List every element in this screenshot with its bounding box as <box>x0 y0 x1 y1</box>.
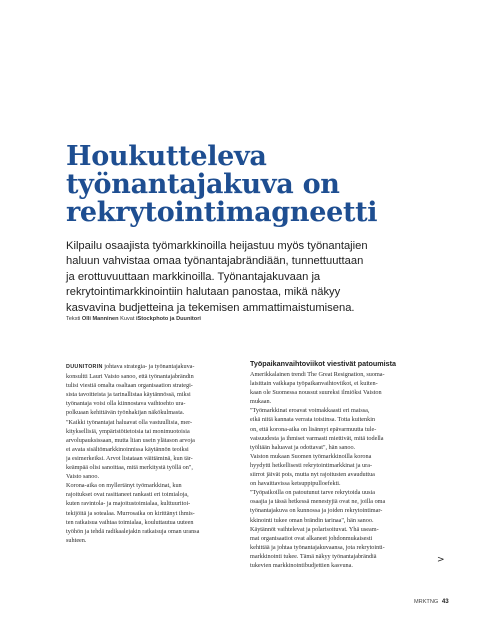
page-number: 43 <box>441 598 449 605</box>
body-line: ja esimerkeiksi. Arvot listataan väittäminä, kun tär- <box>66 454 193 462</box>
body-line: työhön ja tehdä radikaalejakin ratkaisuja oman uransa <box>66 527 200 535</box>
headline-line: Houkutteleva <box>66 141 267 172</box>
lead-line: haluun vahvistaa omaa työnantajabrändiään, tunnettuuttaan <box>66 255 364 268</box>
body-line: rajoitukset ovat rasittaneet rankasti eri toimialoja, <box>66 491 189 499</box>
body-line: Vaisto sanoo. <box>66 473 99 481</box>
article-lead <box>66 239 422 316</box>
right-body-column <box>250 359 426 570</box>
continue-arrow-icon: > <box>437 555 445 565</box>
lead-line: rekrytointimarkkinointiin halutaan panostaa, mikä näkyy <box>66 286 341 299</box>
lead-line: kasvavina budjetteina ja tekemisen ammattimaistumisena. <box>66 301 355 314</box>
credit-images-label: Kuvat <box>120 316 135 322</box>
body-line: suhteen. <box>66 536 87 544</box>
page-footer <box>414 598 449 605</box>
headline-line: rekrytointimagneetti <box>66 197 378 228</box>
article-headline <box>66 143 386 227</box>
body-line: vaisuudesta ja ihmiset varmasti miettivät, mitä todella <box>250 434 384 442</box>
body-line: sista tavoitteista ja tarinallistaa käytännössä, miksi <box>66 391 191 399</box>
article-credits <box>66 316 201 322</box>
body-line: mukaan. <box>250 398 272 406</box>
body-line: ten ratkaisua vaihtaa toimialaa, kouluttautua uuteen <box>66 518 194 526</box>
body-line: eikä niitä kannata verrata toisiinsa. Totta kuitenkin <box>250 416 376 424</box>
body-line: osaajia ja tässä hetkessä menestyjiä ovat ne, joilla oma <box>250 498 386 506</box>
body-line: laisittain vaikkapa työpaikanvaihtoviikot, ei kuiten- <box>250 380 378 388</box>
body-line: polkuaan kehittävän työnhakijan näkökulmasta. <box>66 409 185 417</box>
body-line: tekijöitä ja sotealaa. Murrosaika on kirittänyt ihmis- <box>66 509 195 517</box>
body-line: Amerikkalainen trendi The Great Resignation, suoma- <box>250 371 385 378</box>
body-line: kityksellisiä, ympäristötietoisia tai monimuotoisia <box>66 427 190 435</box>
section-subheading: Työpaikanvaihtoviikot viestivät patoumista <box>250 359 397 368</box>
left-body-column <box>66 362 242 545</box>
body-line: keämpää olisi sanoittaa, mitä merkitystä työllä on", <box>66 464 193 472</box>
body-line: työnantaja voisi olla kiinnostava vaihtoehto ura- <box>66 400 186 408</box>
body-line: on, että korona-aika on lisännyt epävarmuutta tule- <box>250 425 377 433</box>
body-line: siirrot jäivät pois, mutta nyt rajoitusten avauduttua <box>250 471 375 479</box>
body-text: johtava strategia- ja työnantajakuva- <box>102 363 195 370</box>
body-line: tukevien markkinointibudjettien kasvuna. <box>250 561 353 569</box>
body-line: markkinointi tukee. Tämä näkyy työnantajabrändiä <box>250 552 377 560</box>
credit-text-label: Teksti <box>66 316 81 322</box>
body-line: kehittää ja johtaa työnantajakuvaansa, jota rekrytointi- <box>250 543 385 551</box>
body-line: "Kaikki työnantajat haluavat olla vastuullisia, mer- <box>66 418 193 426</box>
body-line: ei avata sisältömarkkinoinnissa käytännön teoiksi <box>66 445 189 453</box>
magazine-name: MRKTNG <box>414 599 439 605</box>
body-line: mat organisaatiot ovat alkaneet johdonmukaisesti <box>250 534 373 542</box>
body-line: Käytännöt vaihtelevat ja polarisoituvat. Yhä useam- <box>250 525 379 533</box>
kicker: DUUNITORIN <box>66 364 103 370</box>
body-line: hyydytti hetkellisesti rekrytointimarkkinat ja ura- <box>250 461 373 469</box>
credit-images: iStockphoto ja Duunitori <box>135 316 201 322</box>
body-line: arvolupauksissaan, mutta liian usein ylätason arvoja <box>66 436 195 444</box>
body-line: kuten ravintola- ja majoitustoimialaa, kulttuuritoi- <box>66 500 191 508</box>
body-line: Korona-aika on myllertänyt työmarkkinat, kun <box>66 482 182 490</box>
body-line: työltään haluavat ja odottavat", hän sanoo. <box>250 443 356 451</box>
body-line: konsultti Lauri Vaisto sanoo, että työnantajabrändin <box>66 373 194 381</box>
body-line: on havaittavissa ketsuppipulloefekti. <box>250 480 341 488</box>
body-line: tulisi viestiä omalta osaltaan organisaation strategi- <box>66 382 193 390</box>
body-line: työnantajakuva on kunnossa ja joiden rekrytointimar- <box>250 507 383 515</box>
body-line-first <box>66 362 242 372</box>
lead-line: ja erottuvuuttaan markkinoilla. Työnantajakuvaan ja <box>66 270 321 283</box>
body-line: "Työpaikoilla on patoutunut tarve rekrytoida uusia <box>250 489 375 497</box>
body-line: Vaiston mukaan Suomen työmarkkinoilla korona <box>250 452 372 460</box>
body-line: "Työmarkkinat eroavat voimakkaasti eri maissa, <box>250 407 370 415</box>
headline-line: työnantajakuva on <box>66 169 340 200</box>
credit-author: Olli Manninen <box>81 316 119 322</box>
body-line: kkinointi tukee oman brändin tarinaa", hän sanoo. <box>250 516 374 524</box>
lead-line: Kilpailu osaajista työmarkkinoilla heijastuu myös työnantajien <box>66 240 368 252</box>
body-line: kaan ole Suomessa noussut suureksi ilmiöksi Vaiston <box>250 389 382 397</box>
